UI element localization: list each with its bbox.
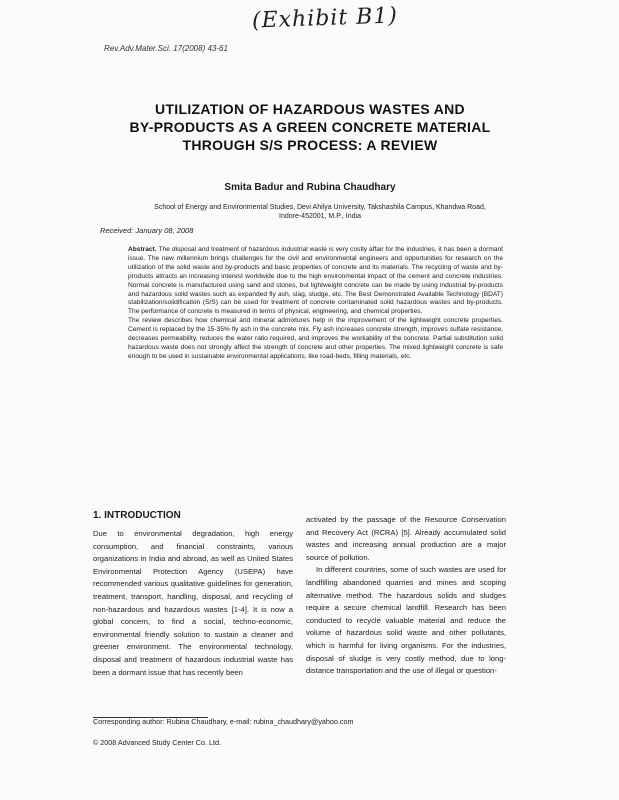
affiliation-line-2: Indore-452001, M.P., India	[279, 213, 361, 220]
title-line-3: THROUGH S/S PROCESS: A REVIEW	[182, 137, 438, 153]
author-list: Smita Badur and Rubina Chaudhary	[224, 182, 396, 193]
intro-paragraph-1: Due to environmental degradation, high energy consumption, and financial constraints, various organizations in India and abroad, as well as United States Environmental Protection Agency (USEPA) have recommended various qualitative guidelines for generation, treatment, transport, handling, disposal, and recycling of non-hazardous and hazardous wastes [1-4]. It is now a global concern, to find a social, techno-economic, environmental friendly solution to sustain a cleaner and greener environment. The environmental technology, disposal and treatment of hazardous industrial waste has been a dormant issue that has recently been	[93, 529, 293, 677]
section-heading: 1. INTRODUCTION	[93, 510, 181, 521]
handwritten-exhibit-label: (Exhibit B1)	[251, 3, 399, 34]
affiliation-line-1: School of Energy and Environmental Studies, Devi Ahilya University, Takshashila Campus, Khandwa Road,	[154, 204, 486, 211]
body-column-right	[306, 514, 506, 678]
abstract	[128, 246, 503, 362]
received-date: Received: January 08, 2008	[100, 226, 194, 235]
affiliation	[120, 203, 520, 221]
abstract-label: Abstract.	[128, 246, 157, 253]
abstract-paragraph-2: The review describes how chemical and mineral admixtures help in the improvement of the lightweight concrete properties. Cement is replaced by the 15-35% fly ash in the concrete mix. Fly ash increases concrete strength, improves sulfate resistance, decreases permeability, reduces the water ratio required, and improves the workability of the concrete. Partial substitution solid hazardous waste does not strongly affect the strength of concrete and other properties. The mixed lightweight concrete is safe enough to be used in sustainable environmental applications, like road-beds, filling materials, etc.	[128, 317, 503, 360]
abstract-paragraph-1	[128, 246, 503, 317]
intro-paragraph-2: activated by the passage of the Resource Conservation and Recovery Act (RCRA) [5]. Already accumulated solid wastes and increasing annual production are a major source of pollution.	[306, 515, 506, 562]
title-line-1: UTILIZATION OF HAZARDOUS WASTES AND	[155, 101, 465, 117]
title-line-2: BY-PRODUCTS AS A GREEN CONCRETE MATERIAL	[129, 119, 491, 135]
journal-reference: Rev.Adv.Mater.Sci. 17(2008) 43-61	[104, 44, 228, 53]
copyright-notice: © 2008 Advanced Study Center Co. Ltd.	[93, 738, 221, 747]
body-column-left	[93, 528, 293, 679]
intro-paragraph-3: In different countries, some of such wastes are used for landfilling abandoned quarries and mines and scoping alternative method. The hazardous solids and sludges require a secure chemical landfill. Research has been conducted to recycle valuable material and reduce the volume of hazardous solid waste and other pollutants, which is harmful for living organisms. For the industries, disposal of sludge is very costly method, due to long-distance transportation and the use of illegal or question-	[306, 565, 506, 676]
abstract-text-1: The disposal and treatment of hazardous industrial waste is very costly affair for the industries, it has been a dormant issue. The new millennium brings challenges for the civil and environmental engineers and opportunities for research on the utilization of the solid waste and by-products and basic properties of concrete and its materials. The recycling of waste and by-products attracts an increasing interest worldwide due to the high environmental impact of the cement and concrete industries. Normal concrete is manufactured using sand and stones, but lightweight concrete can be made by using industrial by-products and hazardous solid wastes such as expanded fly ash, slag, sludge, etc. The Best Demonstrated Available Technology (BDAT) stabilization/solidification (S/S) can be used for treatment of concrete contaminated solid hazardous wastes and by-products. The performance of concrete is measured in terms of physical, engineering, and chemical properties.	[128, 246, 503, 316]
corresponding-author-footnote: Corresponding author: Rubina Chaudhary, e-mail: rubina_chaudhary@yahoo.com	[93, 717, 354, 726]
paper-title	[100, 100, 520, 154]
